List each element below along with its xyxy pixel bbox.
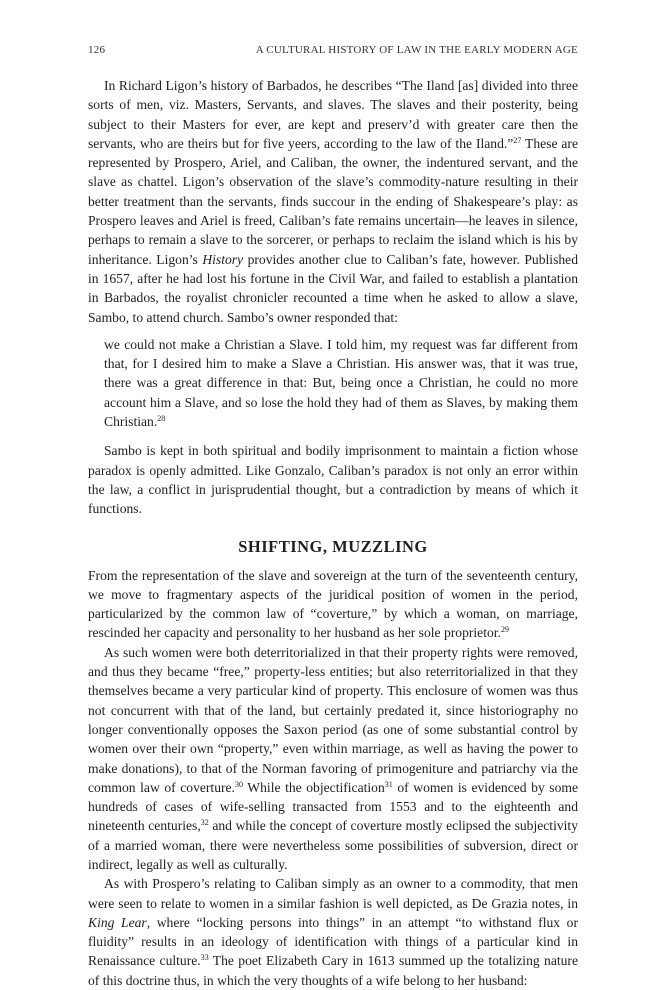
footnote-ref: 29 bbox=[500, 625, 509, 635]
paragraph-deterritorialized bbox=[88, 643, 578, 875]
body-text bbox=[88, 76, 578, 990]
paragraph-coverture bbox=[88, 566, 578, 643]
paragraph-ligon bbox=[88, 76, 578, 327]
text-run: These are represented by Prospero, Ariel, and Caliban, the owner, the indentured servant, and the slave as chattel. Ligon’s observation of the slave’s commodity-nature resulting in their better treatment than the servants, finds succour in the ending of Shakespeare’s play: as Prospero leaves and Ariel is freed, Caliban’s fate remains uncertain—he leaves in silence, perhaps to remain a slave to the sorcerer, or perhaps to reclaim the island which is his by inheritance. Ligon’s bbox=[88, 135, 578, 267]
text-run: As with Prospero’s relating to Caliban simply as an owner to a commodity, that men were seen to relate to women in a similar fashion is well depicted, as De Grazia notes, in bbox=[88, 876, 578, 911]
footnote-ref: 33 bbox=[200, 953, 209, 963]
footnote-ref: 30 bbox=[234, 779, 243, 789]
footnote-ref: 32 bbox=[200, 818, 209, 828]
italic-title: King Lear bbox=[88, 914, 147, 930]
text-run: , where “locking persons into things” in an attempt “to withstand flux or fluidity” results in an ideology of identification with things of a particular kind in Renaissance culture. bbox=[88, 914, 578, 969]
running-title: A CULTURAL HISTORY OF LAW IN THE EARLY MODERN AGE bbox=[255, 44, 578, 56]
text-run: The poet Elizabeth Cary in 1613 summed up the totalizing nature of this doctrine thus, in which the very thoughts of a wife belong to her husband: bbox=[88, 953, 578, 988]
paragraph-prospero bbox=[88, 874, 578, 990]
text-run: As such women were both deterritorialized in that their property rights were removed, and thus they became “free,” property-less entities; but also reterritorialized in that they themselves became a very particular kind of property. This enclosure of women was thus not concurrent with that of the land, but certainly predated it, since historiography no longer conventionally opposes the Saxon period (as one of some substantial control by women over their own “property,” even within marriage, as well as having the power to make donations), to that of the Norman favoring of primogeniture and patriarchy via the common law of coverture. bbox=[88, 644, 578, 795]
text-run: provides another clue to Caliban’s fate, however. Published in 1657, after he had lost his fortune in the Civil War, and failed to establish a plantation in Barbados, the royalist chronicler recounted a time when he asked to allow a slave, Sambo, to attend church. Sambo’s owner responded that: bbox=[88, 251, 579, 325]
text-run: of women is evidenced by some hundreds of cases of wife-selling transacted from 1553 and to the eighteenth and nineteenth centuries, bbox=[88, 779, 579, 834]
block-quote bbox=[104, 335, 578, 431]
footnote-ref: 31 bbox=[384, 779, 393, 789]
italic-title: History bbox=[202, 251, 244, 267]
quote-text: we could not make a Christian a Slave. I told him, my request was far different from that, for I desired him to make a Slave a Christian. His answer was, that it was true, there was a great difference in that: But, being once a Christian, he could no more account him a Slave, and so lose the hold they had of them as Slaves, by making them Christian. bbox=[104, 336, 578, 430]
text-run: From the representation of the slave and sovereign at the turn of the seventeenth century, we move to fragmentary aspects of the juridical position of women in the period, particularized by the common law of “coverture,” by which a woman, on marriage, rescinded her capacity and personality to her husband as her sole proprietor. bbox=[88, 567, 578, 641]
paragraph-sambo: Sambo is kept in both spiritual and bodily imprisonment to maintain a fiction whose paradox is openly admitted. Like Gonzalo, Caliban’s paradox is not only an error within the law, a conflict in jurisprudential thought, but a contradiction by means of which it functions. bbox=[88, 443, 578, 517]
footnote-ref: 27 bbox=[513, 135, 522, 145]
text-run: While the objectification bbox=[242, 779, 385, 795]
section-heading: SHIFTING, MUZZLING bbox=[238, 536, 428, 556]
running-head bbox=[88, 44, 578, 60]
text-run: In Richard Ligon’s history of Barbados, he describes “The Iland [as] divided into three sorts of men, viz. Masters, Servants, and slaves. The slaves and their posterity, being subject to their Masters for ever, are kept and preserv’d with greater care then the servants, who are theirs but for five yeers, according to the law of the Iland.” bbox=[88, 78, 578, 151]
text-run: and while the concept of coverture mostly eclipsed the subjectivity of a married woman, there were nevertheless some possibilities of subversion, direct or indirect, legally as well as culturally. bbox=[88, 818, 578, 872]
page-number: 126 bbox=[88, 44, 106, 56]
footnote-ref: 28 bbox=[157, 414, 166, 424]
